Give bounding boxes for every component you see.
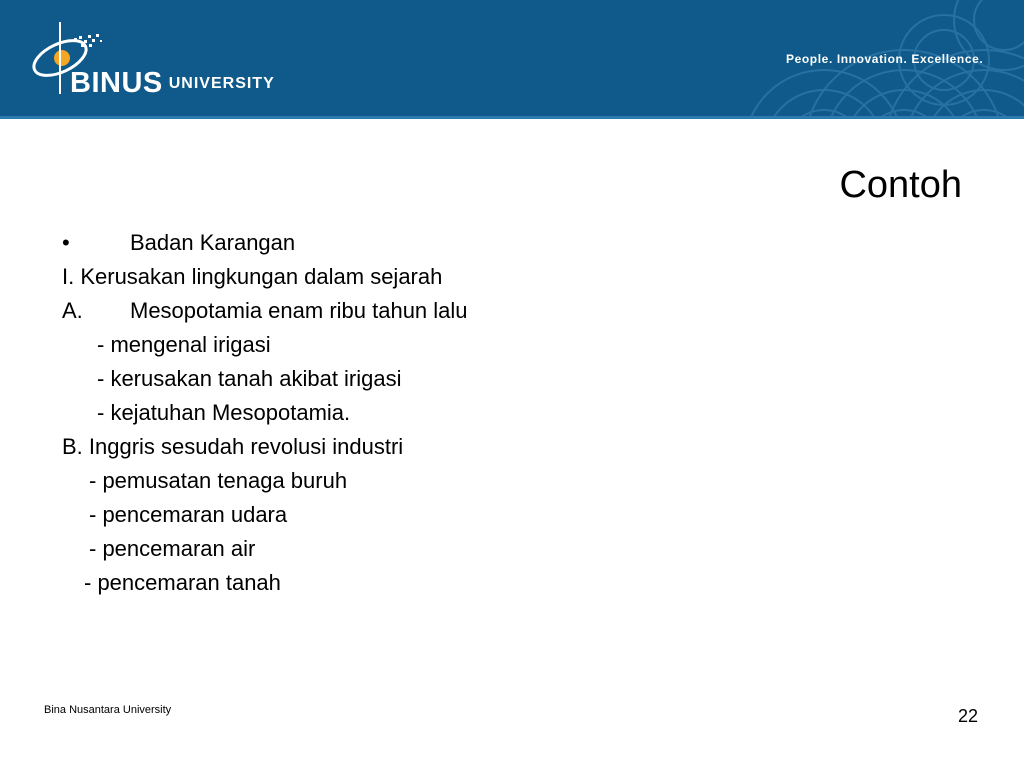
text-line: B. Inggris sesudah revolusi industri: [62, 434, 404, 459]
banner-divider: [0, 116, 1024, 119]
slide-title: Contoh: [839, 164, 962, 206]
text-line: - pemusatan tenaga buruh: [89, 468, 348, 493]
section-a-text: Mesopotamia enam ribu tahun lalu: [130, 298, 468, 323]
logo-wordmark: [70, 69, 275, 98]
text-line: - pencemaran udara: [89, 502, 288, 527]
header-banner: [0, 0, 1024, 116]
text-line: - mengenal irigasi: [97, 332, 271, 357]
bullet-text: Badan Karangan: [130, 230, 296, 255]
tagline: People. Innovation. Excellence.: [786, 52, 984, 66]
page-number: 22: [957, 706, 978, 726]
logo-name: BINUS: [70, 67, 163, 99]
footer-institution: Bina Nusantara University: [44, 704, 172, 716]
logo-suffix: UNIVERSITY: [168, 75, 275, 92]
section-a: [62, 296, 562, 326]
text-line: - kejatuhan Mesopotamia.: [97, 400, 351, 425]
text-line: I. Kerusakan lingkungan dalam sejarah: [62, 264, 443, 289]
text-line: - pencemaran air: [89, 536, 256, 561]
text-line: - kerusakan tanah akibat irigasi: [97, 366, 402, 391]
bullet-mark: •: [62, 230, 70, 255]
bullet-item: [62, 228, 562, 258]
section-a-mark: A.: [62, 298, 83, 323]
text-line: - pencemaran tanah: [84, 570, 281, 595]
